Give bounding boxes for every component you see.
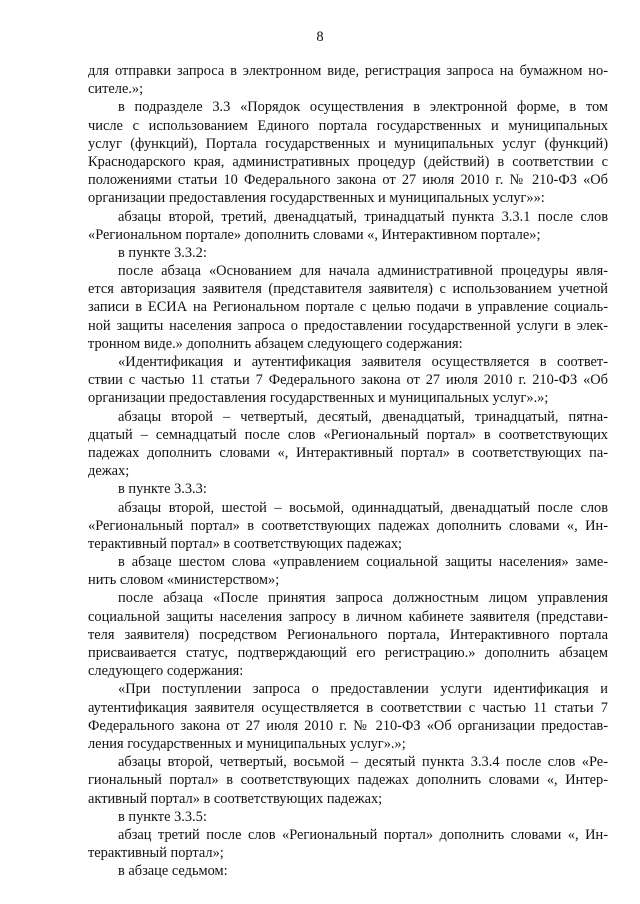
text-line: ется авторизация заявителя (представителя заявителя) с использованием учетной	[88, 281, 608, 298]
text-line: активный портал» в соответствующих падежах;	[88, 790, 383, 807]
text-line: в абзаце шестом слова «управлением социальной защиты населения» заме-	[118, 554, 608, 571]
text-line: в абзаце седьмом:	[118, 863, 228, 880]
document-body	[88, 62, 608, 880]
text-line: «Региональный портал» в соответствующих падежах дополнить словами «, Ин-	[88, 517, 608, 534]
text-line: организации предоставления государственных и муниципальных услуг»»:	[88, 190, 545, 207]
text-line: следующего содержания:	[88, 663, 244, 680]
text-line: Федерального закона от 27 июля 2010 г. № 210-ФЗ «Об организации предостав-	[88, 717, 608, 734]
text-line: абзацы второй, четвертый, восьмой – десятый пункта 3.3.4 после слов «Ре-	[118, 754, 608, 771]
text-line: записи в ЕСИА на Региональном портале с целью подачи в управление социаль-	[88, 299, 608, 316]
text-line: после абзаца «После принятия запроса должностным лицом управления	[118, 590, 608, 607]
text-line: абзацы второй, третий, двенадцатый, тринадцатый пункта 3.3.1 после слов	[118, 208, 608, 225]
text-line: социальной защиты населения запросу в личном кабинете заявителя (представи-	[88, 608, 608, 625]
text-line: терактивный портал»;	[88, 845, 224, 862]
text-line: услуг (функций), Портала государственных и муниципальных услуг (функций)	[88, 135, 608, 152]
text-line: дежах;	[88, 463, 130, 480]
text-line: «Региональном портале» дополнить словами «, Интерактивном портале»;	[88, 226, 541, 243]
text-line: в пункте 3.3.3:	[118, 481, 207, 498]
text-line: абзацы второй – четвертый, десятый, двенадцатый, тринадцатый, пятна-	[118, 408, 608, 425]
text-line: числе с использованием Единого портала государственных и муниципальных	[88, 117, 608, 134]
text-line: аутентификация заявителя осуществляется в соответствии с частью 11 статьи 7	[88, 699, 608, 716]
text-line: дцатый – семнадцатый после слов «Региональный портал» в соответствующих	[88, 426, 608, 443]
text-line: абзац третий после слов «Региональный портал» дополнить словами «, Ин-	[118, 826, 608, 843]
text-line: абзацы второй, шестой – восьмой, одиннадцатый, двенадцатый после слов	[118, 499, 608, 516]
text-line: Краснодарского края, административных процедур (действий) в соответствии с	[88, 153, 608, 170]
text-line: положениями статьи 10 Федерального закона от 27 июля 2010 г. № 210-ФЗ «Об	[88, 172, 608, 189]
text-line: организации предоставления государственных и муниципальных услуг».»;	[88, 390, 549, 407]
text-line: присваивается статус, подтверждающий его регистрацию.» дополнить абзацем	[88, 645, 608, 661]
text-line: в пункте 3.3.2:	[118, 244, 207, 261]
text-line: терактивный портал» в соответствующих падежах;	[88, 535, 403, 552]
text-line: теля заявителя) посредством Регионального портала, Интерактивного портала	[88, 626, 608, 643]
text-line: для отправки запроса в электронном виде, регистрация запроса на бумажном но-	[88, 63, 608, 79]
text-line: сителе.»;	[88, 81, 144, 98]
text-line: падежах дополнить словами «, Интерактивный портал» в соответствующих па-	[88, 444, 608, 461]
text-line: ствии с частью 11 статьи 7 Федерального закона от 27 июля 2010 г. 210-ФЗ «Об	[88, 372, 608, 389]
text-line: тронном виде.» дополнить абзацем следующего содержания:	[88, 335, 463, 352]
text-line: ления государственных и муниципальных услуг».»;	[88, 735, 406, 752]
page-number: 8	[316, 29, 324, 45]
text-line: «Идентификация и аутентификация заявителя осуществляется в соответ-	[118, 354, 608, 370]
text-line: в пункте 3.3.5:	[118, 808, 207, 825]
text-line: после абзаца «Основанием для начала административной процедуры явля-	[118, 263, 608, 280]
text-line: «При поступлении запроса о предоставлении услуги идентификация и	[118, 681, 608, 698]
text-line: нить словом «министерством»;	[88, 572, 280, 589]
text-line: ной защиты населения запроса о предоставлении государственной услуги в элек-	[88, 317, 608, 334]
text-line: в подразделе 3.3 «Порядок осуществления в электронной форме, в том	[118, 99, 608, 116]
text-line: гиональный портал» в соответствующих падежах дополнить словами «, Интер-	[88, 772, 608, 789]
